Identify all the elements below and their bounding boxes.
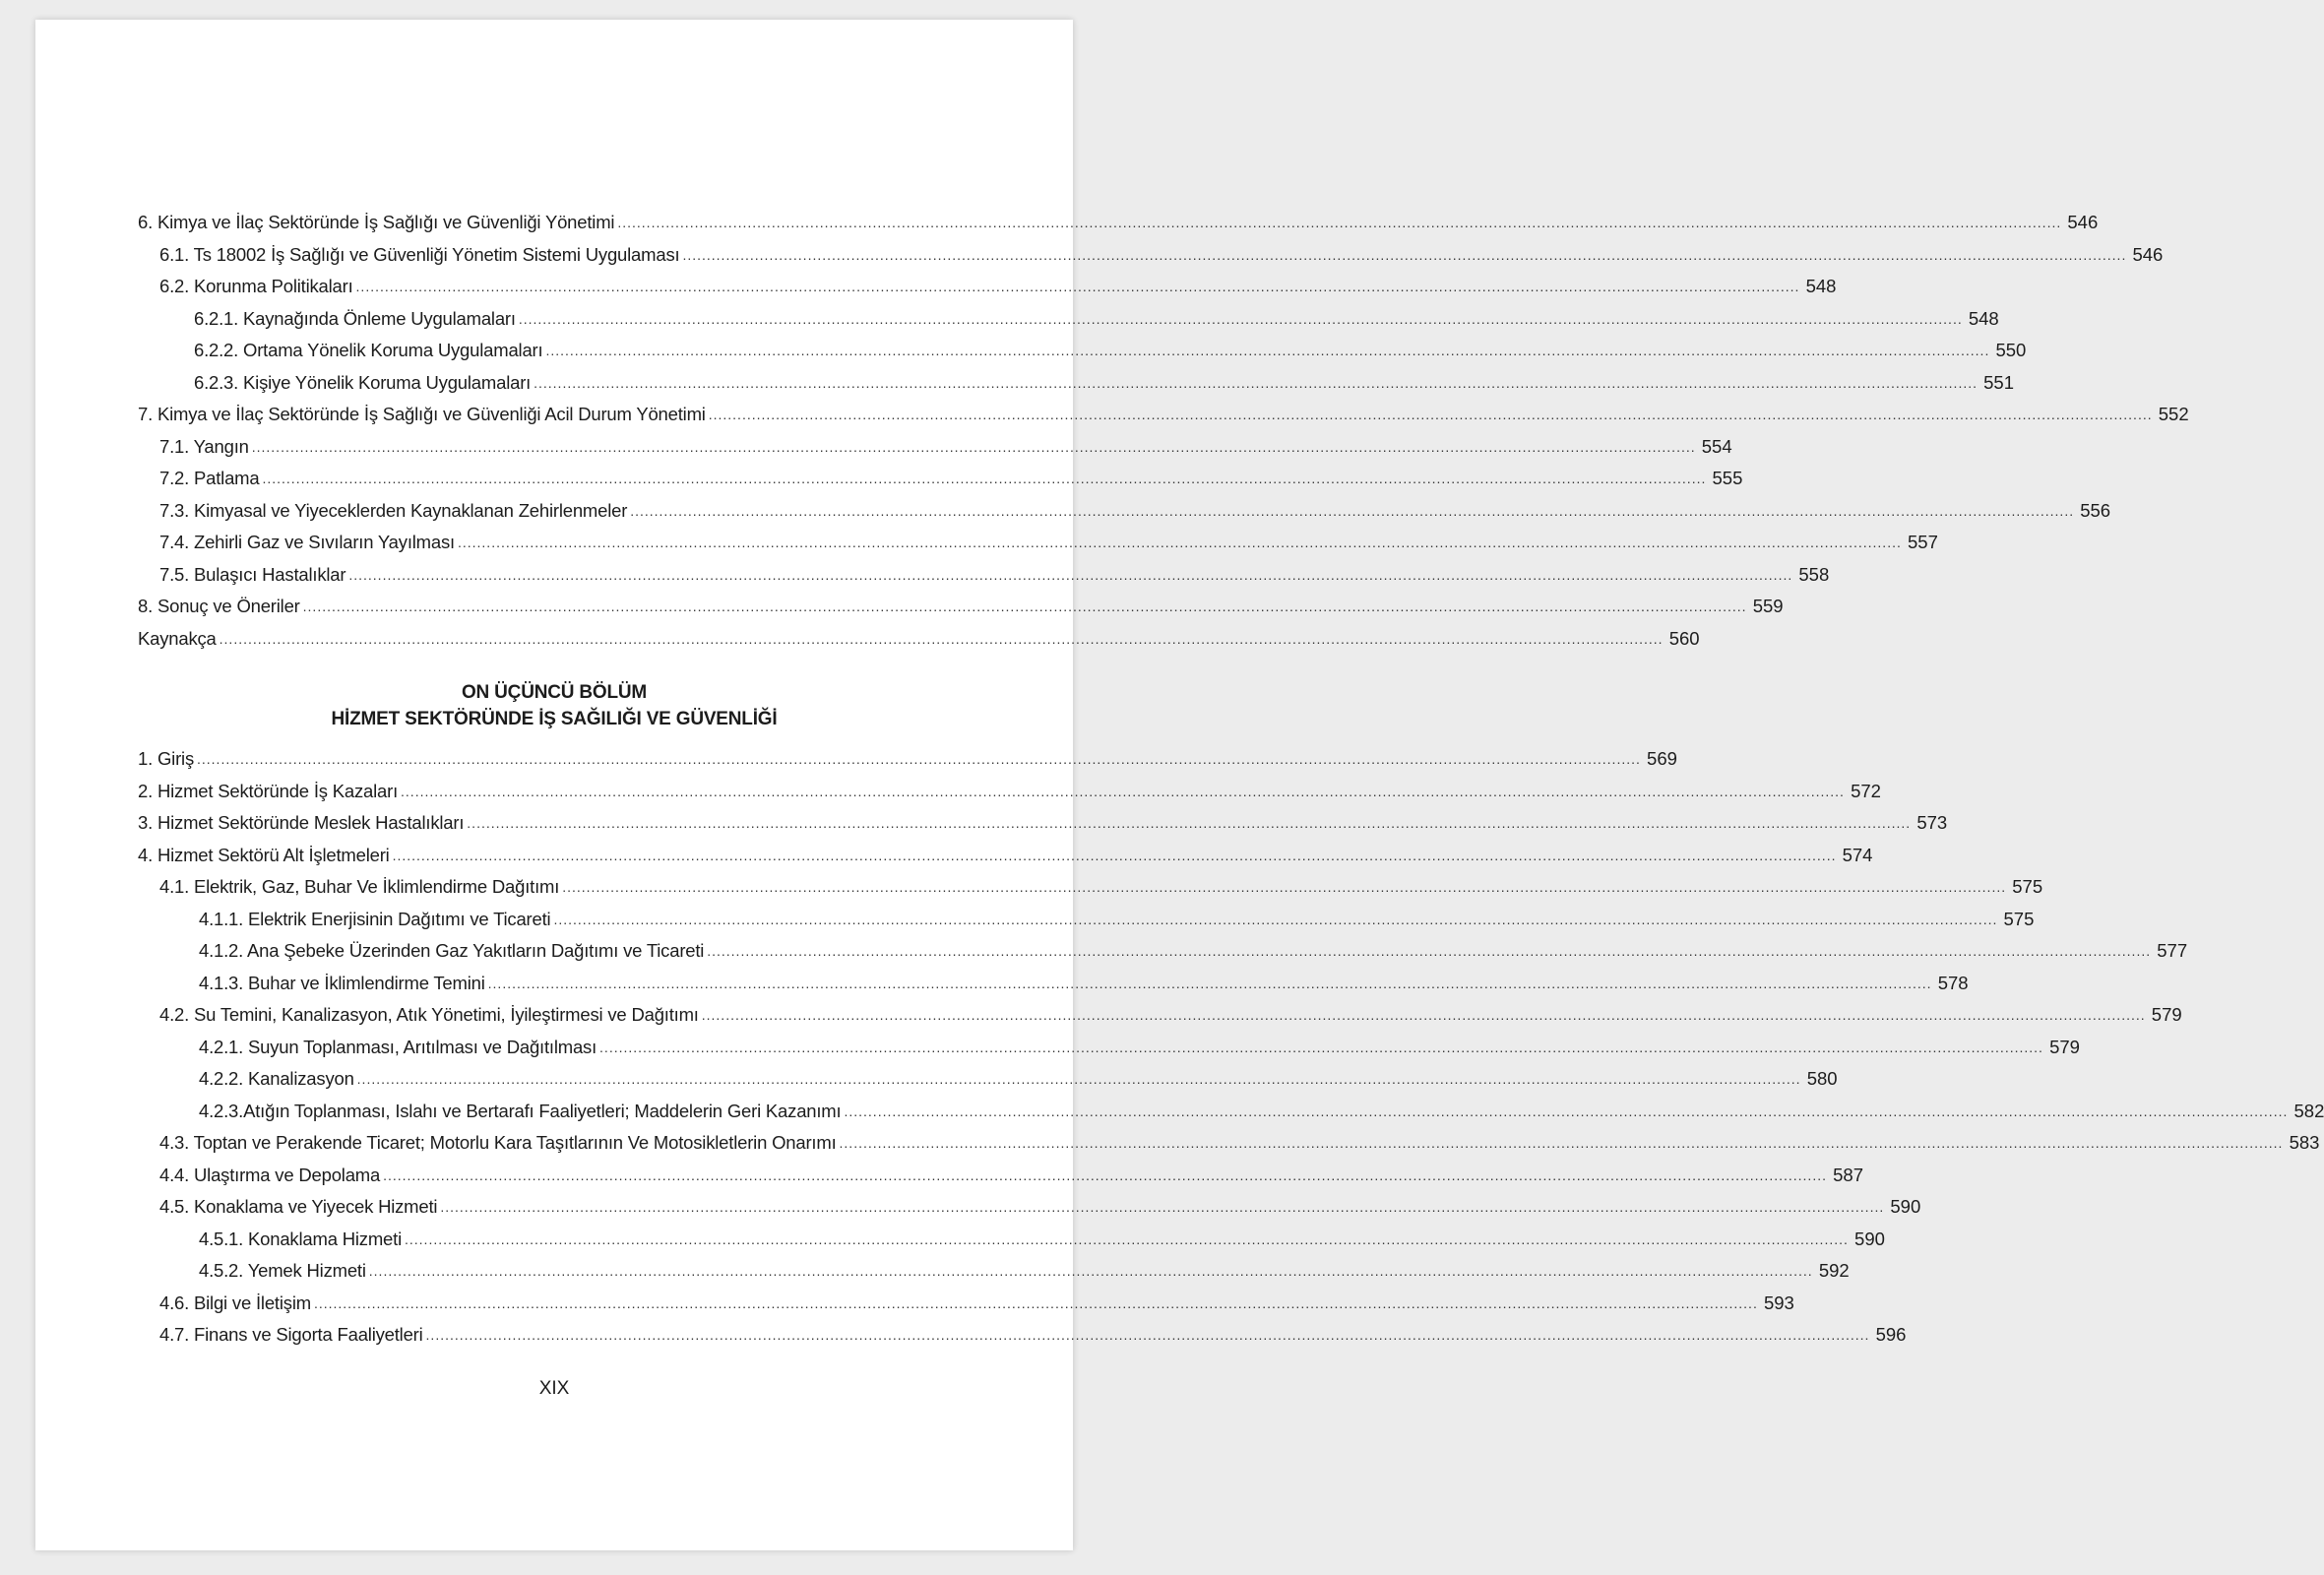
toc-entry-title: 7.1. Yangın [159, 435, 249, 457]
toc-page-number: 587 [1833, 1164, 1863, 1185]
toc-entry [138, 1164, 1863, 1197]
toc-leader-dots: ............................................................................................................................................................................................................................................................................................................ [839, 1135, 2284, 1151]
toc-leader-dots: ............................................................................................................................................................................................................................................................................................................ [401, 783, 1845, 799]
toc-entry [138, 844, 1873, 877]
toc-leader-dots: ............................................................................................................................................................................................................................................................................................................ [553, 911, 1998, 927]
toc-page-number: 560 [1668, 627, 1700, 649]
toc-entry-title: 7. Kimya ve İlaç Sektöründe İş Sağlığı ve Güvenliği Acil Durum Yönetimi [138, 404, 706, 424]
toc-entry [138, 404, 2189, 436]
document-page [35, 20, 2324, 1550]
toc-leader-dots: ............................................................................................................................................................................................................................................................................................................ [534, 374, 1979, 391]
toc-leader-dots: ............................................................................................................................................................................................................................................................................................................ [440, 1199, 1885, 1215]
toc-entry [138, 1196, 1921, 1228]
toc-entry-title: 2. Hizmet Sektöründe İş Kazaları [138, 780, 399, 801]
toc-page-number: 556 [2080, 499, 2111, 521]
toc-entry [138, 1004, 2182, 1037]
toc-page-number: 555 [1712, 468, 1743, 488]
chapter-subtitle: HİZMET SEKTÖRÜNDE İŞ SAĞILIĞI VE GÜVENLİĞİ [331, 709, 778, 729]
toc-entry-title: Kaynakça [138, 627, 217, 649]
toc-entry-title: 1. Giriş [138, 748, 194, 769]
toc-entry-title: 4.6. Bilgi ve İletişim [159, 1292, 311, 1313]
toc-entry [138, 468, 1743, 500]
toc-leader-dots: ............................................................................................................................................................................................................................................................................................................ [355, 279, 1800, 294]
toc-page-number: 554 [1701, 435, 1732, 457]
toc-leader-dots: ............................................................................................................................................................................................................................................................................................................ [562, 879, 2007, 895]
toc-entry [138, 748, 1677, 781]
toc-leader-dots: ............................................................................................................................................................................................................................................................................................................ [405, 1230, 1849, 1247]
toc-entry [138, 1036, 2080, 1069]
toc-leader-dots: ............................................................................................................................................................................................................................................................................................................ [617, 215, 2062, 230]
toc-entry-title: 4.5.2. Yemek Hizmeti [199, 1260, 366, 1281]
toc-entry-title: 4.1. Elektrik, Gaz, Buhar Ve İklimlendirme Dağıtımı [159, 876, 560, 897]
toc-entry [138, 780, 1881, 813]
toc-page-number: 590 [1890, 1196, 1921, 1217]
toc-leader-dots: ............................................................................................................................................................................................................................................................................................................ [630, 502, 2075, 519]
toc-entry [138, 1132, 2320, 1165]
toc-leader-dots: ............................................................................................................................................................................................................................................................................................................ [487, 975, 1932, 991]
toc-page-number: 552 [2158, 404, 2189, 424]
toc-page-number: 573 [1916, 812, 1948, 833]
toc-page-number: 579 [2049, 1036, 2080, 1057]
toc-entry-title: 6.2.2. Ortama Yönelik Koruma Uygulamaları [194, 340, 543, 360]
toc-entry [138, 1260, 1850, 1292]
toc-page-number: 548 [1968, 307, 1999, 329]
toc-entry [138, 371, 2015, 405]
toc-leader-dots: ............................................................................................................................................................................................................................................................................................................ [368, 1263, 1813, 1279]
toc-leader-dots: ............................................................................................................................................................................................................................................................................................................ [197, 751, 1641, 767]
toc-entry [138, 940, 2188, 973]
toc-entry [138, 435, 1732, 469]
toc-entry [138, 212, 2099, 244]
toc-entry-title: 4. Hizmet Sektörü Alt İşletmeleri [138, 844, 390, 865]
toc-entry-title: 4.2.1. Suyun Toplanması, Arıtılması ve Dağıtılması [199, 1036, 597, 1057]
toc-entry-title: 4.7. Finans ve Sigorta Faaliyetleri [159, 1324, 423, 1345]
toc-leader-dots: ............................................................................................................................................................................................................................................................................................................ [701, 1007, 2146, 1023]
toc-entry-title: 6. Kimya ve İlaç Sektöründe İş Sağlığı ve Güvenliği Yönetimi [138, 212, 615, 232]
toc-entry [138, 243, 2164, 277]
toc-page-number: 559 [1752, 596, 1784, 616]
toc-page-number: 590 [1854, 1228, 1885, 1249]
toc-entry-title: 8. Sonuç ve Öneriler [138, 596, 300, 616]
toc-entry [138, 340, 2027, 372]
toc-page-number: 550 [1995, 340, 2027, 360]
toc-leader-dots: ............................................................................................................................................................................................................................................................................................................ [348, 566, 1793, 583]
toc-page-number: 551 [1983, 371, 2015, 393]
toc-entry-title: 6.2. Korunma Politikaları [159, 276, 353, 296]
chapter-title: ON ÜÇÜNCÜ BÖLÜM [461, 682, 648, 703]
toc-leader-dots: ............................................................................................................................................................................................................................................................................................................ [356, 1071, 1801, 1087]
toc-page-number: 592 [1818, 1260, 1850, 1281]
toc-page-number: 575 [2012, 876, 2043, 897]
toc-leader-dots: ............................................................................................................................................................................................................................................................................................................ [518, 310, 1963, 327]
toc-entry-title: 4.1.2. Ana Şebeke Üzerinden Gaz Yakıtların Dağıtımı ve Ticareti [199, 940, 705, 961]
toc-page-number: 572 [1851, 780, 1881, 801]
toc-entry [138, 1100, 2324, 1133]
toc-entry-title: 7.3. Kimyasal ve Yiyeceklerden Kaynaklanan Zehirlenmeler [159, 499, 628, 521]
toc-entry-title: 6.2.1. Kaynağında Önleme Uygulamaları [194, 307, 516, 329]
toc-entry [138, 1292, 1794, 1325]
toc-entry-title: 6.1. Ts 18002 İş Sağlığı ve Güvenliği Yönetim Sistemi Uygulaması [159, 243, 680, 265]
toc-entry [138, 908, 2035, 941]
toc-entry [138, 596, 1784, 628]
toc-page-number: 582 [2293, 1100, 2324, 1121]
toc-page-number: 575 [2003, 908, 2035, 929]
toc-page-number: 583 [2289, 1132, 2320, 1153]
toc-leader-dots: ............................................................................................................................................................................................................................................................................................................ [457, 535, 1902, 550]
toc-entry-title: 4.2. Su Temini, Kanalizasyon, Atık Yönetimi, İyileştirmesi ve Dağıtımı [159, 1004, 699, 1025]
toc-entry-title: 4.4. Ulaştırma ve Depolama [159, 1164, 381, 1185]
toc-entry-title: 7.2. Patlama [159, 468, 260, 488]
toc-leader-dots: ............................................................................................................................................................................................................................................................................................................ [545, 343, 1990, 358]
toc-leader-dots: ............................................................................................................................................................................................................................................................................................................ [425, 1327, 1870, 1343]
toc-leader-dots: ............................................................................................................................................................................................................................................................................................................ [383, 1166, 1827, 1183]
toc-entry [138, 972, 1969, 1005]
toc-leader-dots: ............................................................................................................................................................................................................................................................................................................ [682, 246, 2127, 263]
toc-entry [138, 1228, 1885, 1261]
toc-leader-dots: ............................................................................................................................................................................................................................................................................................................ [392, 847, 1837, 863]
toc-page-number: 558 [1798, 563, 1830, 585]
toc-entry [138, 499, 2111, 533]
toc-entry-title: 4.5.1. Konaklama Hizmeti [199, 1228, 402, 1249]
toc-page-number: 557 [1908, 532, 1938, 552]
toc-entry-title: 4.2.3.Atığın Toplanması, Islahı ve Bertarafı Faaliyetleri; Maddelerin Geri Kazanımı [199, 1100, 842, 1121]
toc-leader-dots: ............................................................................................................................................................................................................................................................................................................ [219, 630, 1664, 647]
toc-page-number: 574 [1842, 844, 1873, 865]
toc-leader-dots: ............................................................................................................................................................................................................................................................................................................ [262, 471, 1707, 486]
toc-entry [138, 1068, 1838, 1101]
toc-page-number: 548 [1805, 276, 1837, 296]
toc-entry-title: 4.1.3. Buhar ve İklimlendirme Temini [199, 972, 485, 993]
toc-entry [138, 276, 1837, 308]
toc-entry [138, 627, 1700, 661]
toc-entry-title: 6.2.3. Kişiye Yönelik Koruma Uygulamaları [194, 371, 532, 393]
toc-entry [138, 1324, 1907, 1356]
toc-page-number: 546 [2132, 243, 2164, 265]
toc-page-number: 569 [1647, 748, 1677, 769]
table-of-contents-part-a [138, 212, 2189, 660]
toc-entry-title: 7.4. Zehirli Gaz ve Sıvıların Yayılması [159, 532, 455, 552]
toc-entry-title: 3. Hizmet Sektöründe Meslek Hastalıkları [138, 812, 465, 833]
toc-entry [138, 812, 1948, 845]
toc-page-number: 580 [1806, 1068, 1838, 1089]
toc-entry [138, 532, 1938, 564]
toc-entry-title: 4.3. Toptan ve Perakende Ticaret; Motorlu Kara Taşıtlarının Ve Motosikletlerin Onarımı [159, 1132, 837, 1153]
toc-leader-dots: ............................................................................................................................................................................................................................................................................................................ [302, 598, 1747, 614]
toc-entry [138, 563, 1830, 597]
table-of-contents-part-b [138, 748, 2324, 1356]
toc-leader-dots: ............................................................................................................................................................................................................................................................................................................ [467, 815, 1912, 831]
toc-entry-title: 4.2.2. Kanalizasyon [199, 1068, 354, 1089]
toc-page-number: 546 [2067, 212, 2099, 232]
toc-leader-dots: ............................................................................................................................................................................................................................................................................................................ [599, 1039, 2043, 1055]
toc-entry-title: 4.5. Konaklama ve Yiyecek Hizmeti [159, 1196, 438, 1217]
toc-leader-dots: ............................................................................................................................................................................................................................................................................................................ [313, 1294, 1758, 1311]
toc-page-number: 593 [1763, 1292, 1794, 1313]
toc-entry [138, 876, 2043, 909]
toc-page-number: 596 [1875, 1324, 1907, 1345]
toc-page-number: 579 [2151, 1004, 2182, 1025]
page-folio: XIX [538, 1378, 570, 1399]
toc-leader-dots: ............................................................................................................................................................................................................................................................................................................ [708, 407, 2153, 422]
toc-leader-dots: ............................................................................................................................................................................................................................................................................................................ [844, 1102, 2289, 1119]
toc-leader-dots: ............................................................................................................................................................................................................................................................................................................ [707, 943, 2152, 959]
toc-entry-title: 7.5. Bulaşıcı Hastalıklar [159, 563, 346, 585]
toc-entry-title: 4.1.1. Elektrik Enerjisinin Dağıtımı ve Ticareti [199, 908, 551, 929]
toc-entry [138, 307, 1999, 341]
toc-page-number: 578 [1937, 972, 1969, 993]
toc-leader-dots: ............................................................................................................................................................................................................................................................................................................ [251, 438, 1696, 455]
toc-page-number: 577 [2157, 940, 2188, 961]
